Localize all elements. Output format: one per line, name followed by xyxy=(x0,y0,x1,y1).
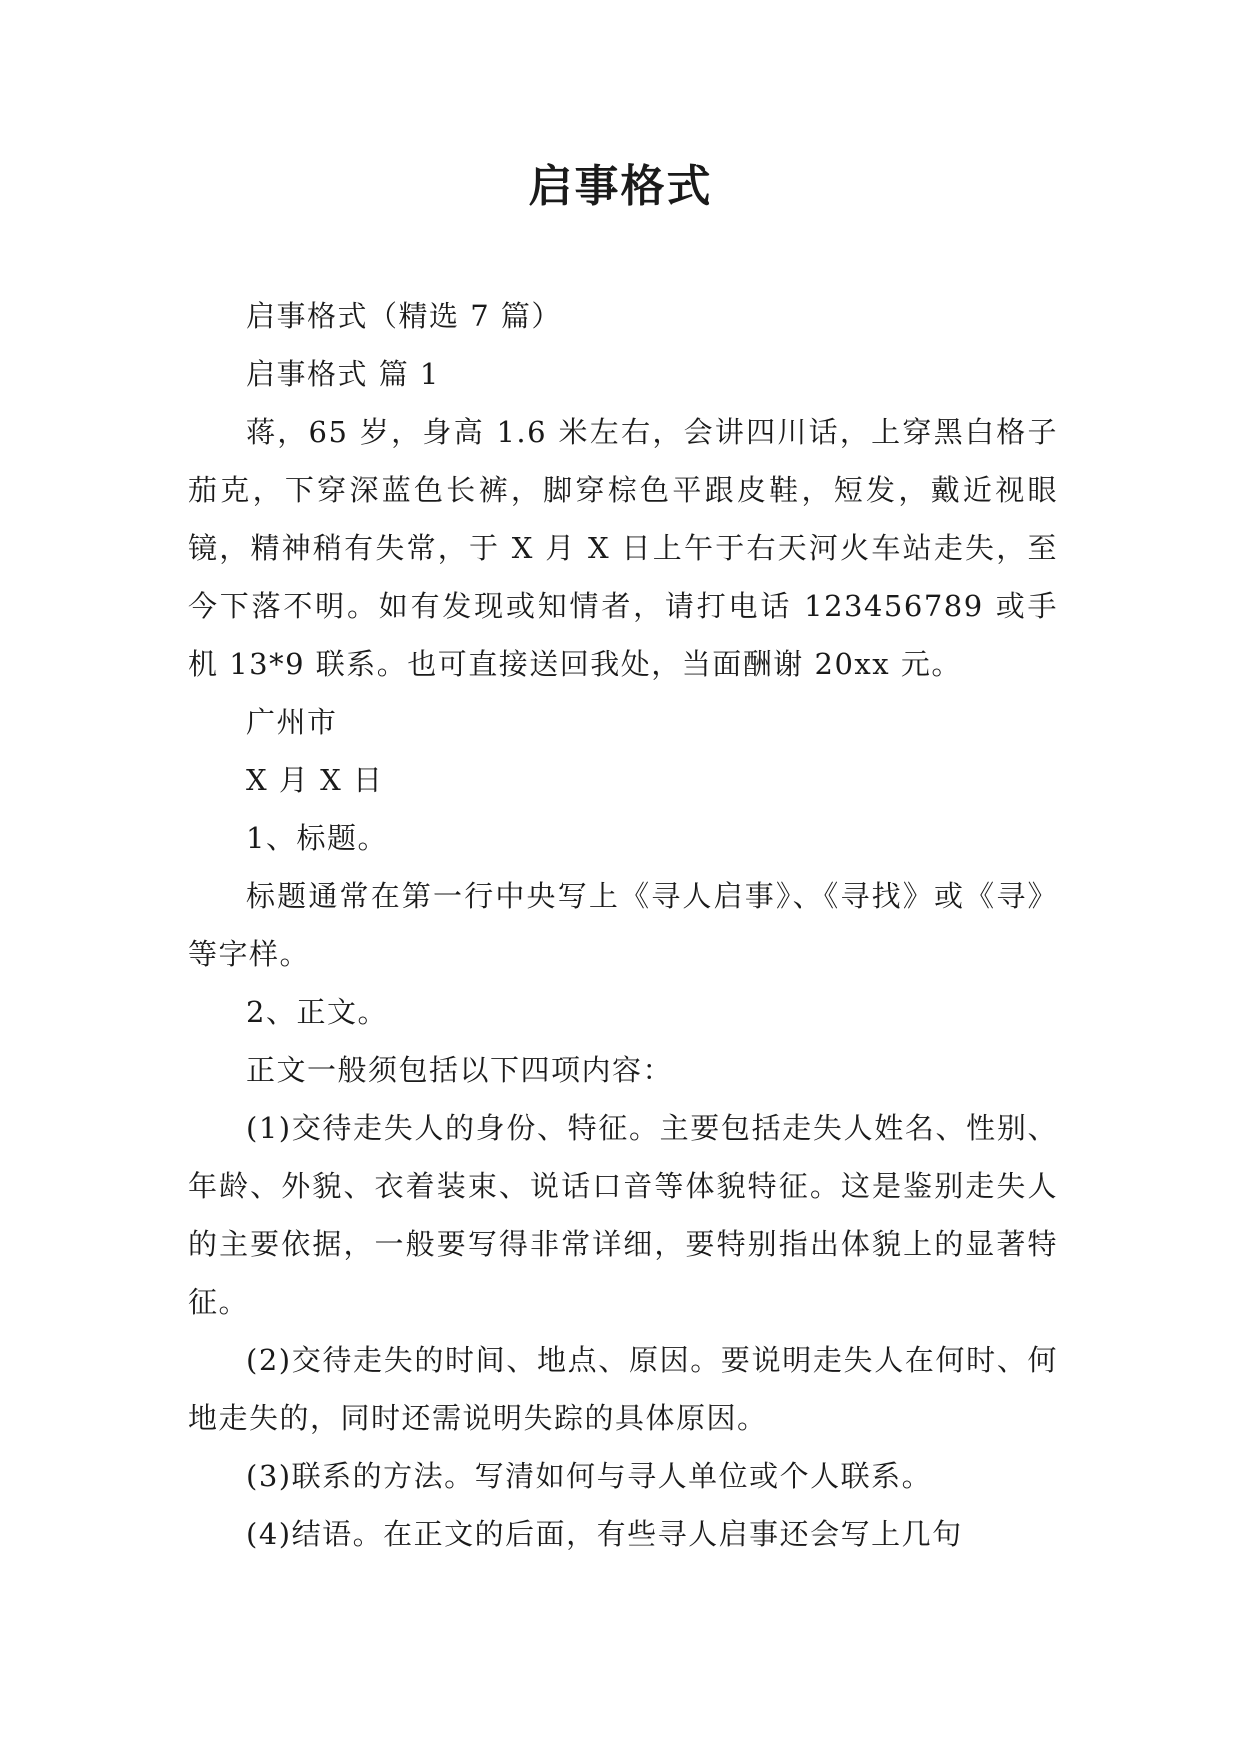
notice-paragraph: 蒋，65 岁，身高 1.6 米左右，会讲四川话，上穿黑白格子茄克，下穿深蓝色长裤，脚穿棕色平跟皮鞋，短发，戴近视眼镜，精神稍有失常，于 X 月 X 日上午于右天河火车站走失，至今下落不明。如有发现或知情者，请打电话 123456789 或手机 13*9 联系。也可直接送回我处，当面酬谢 20xx 元。 xyxy=(188,415,1058,681)
notice-date: X 月 X 日 xyxy=(246,763,384,797)
section-heading: 启事格式 篇 1 xyxy=(246,357,440,391)
subtitle-paragraph: 启事格式（精选 7 篇） xyxy=(246,299,562,333)
title-paragraph: 标题通常在第一行中央写上《寻人启事》、《寻找》或《寻》等字样。 xyxy=(188,879,1058,971)
body-intro-paragraph: 正文一般须包括以下四项内容： xyxy=(246,1053,674,1087)
document-body xyxy=(188,287,1058,1563)
item-2-paragraph: (2)交待走失的时间、地点、原因。要说明走失人在何时、何地走失的，同时还需说明失踪的具体原因。 xyxy=(188,1343,1058,1435)
heading-title: 1、标题。 xyxy=(246,821,388,855)
item-4-paragraph: (4)结语。在正文的后面，有些寻人启事还会写上几句 xyxy=(246,1517,963,1551)
notice-place: 广州市 xyxy=(246,705,338,739)
document-title: 启事格式 xyxy=(528,161,713,212)
item-3-paragraph: (3)联系的方法。写清如何与寻人单位或个人联系。 xyxy=(246,1459,933,1493)
heading-body: 2、正文。 xyxy=(246,995,388,1029)
item-1-paragraph: (1)交待走失人的身份、特征。主要包括走失人姓名、性别、年龄、外貌、衣着装束、说话口音等体貌特征。这是鉴别走失人的主要依据，一般要写得非常详细，要特别指出体貌上的显著特征。 xyxy=(188,1111,1058,1319)
